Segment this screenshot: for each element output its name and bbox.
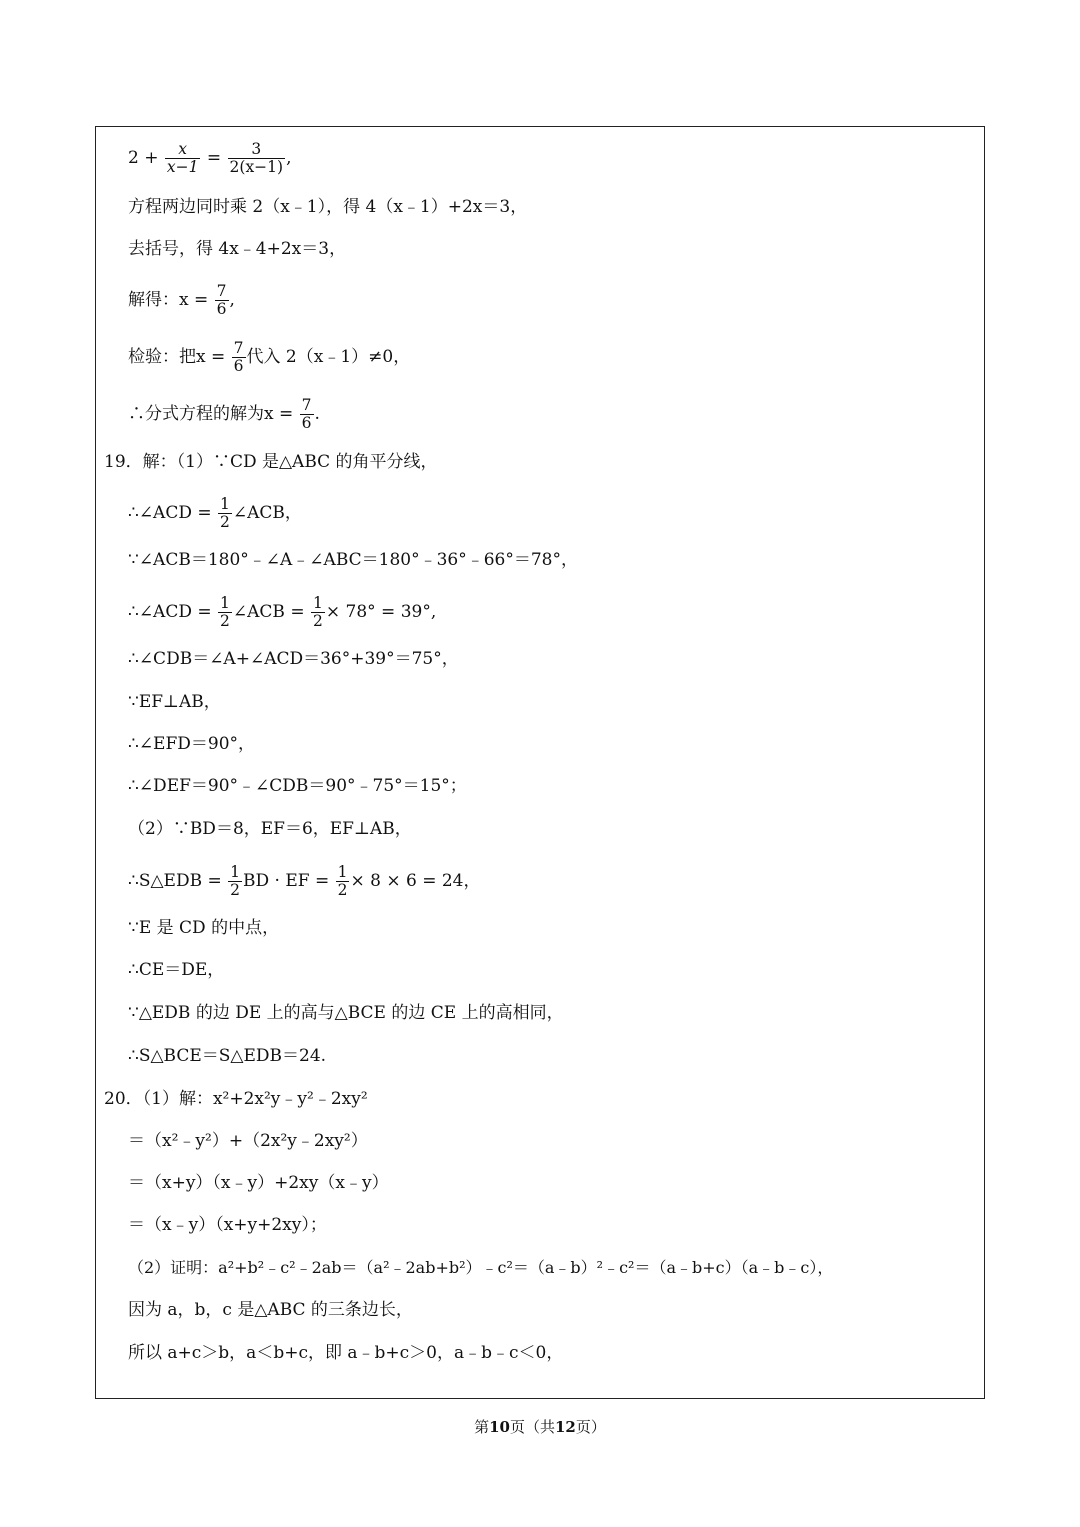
fraction: $\frac{1}{2}$ [312,594,323,630]
line-def: ∴∠DEF＝90°﹣∠CDB＝90°﹣75°＝15°； [128,776,467,796]
fraction: $\frac{7}{6}$ [233,339,244,375]
line-inequalities: 所以 a+c＞b，a＜b+c，即 a﹣b+c＞0，a﹣b﹣c＜0， [128,1343,564,1363]
fraction: $\frac{1}{2}$ [220,495,230,531]
q19-heading: 19．解：（1）∵CD 是△ABC 的角平分线， [104,452,438,472]
line-factor-1: ＝（x²﹣y²）+（2x²y﹣2xy²） [128,1131,368,1151]
fraction: $\frac{7}{6}$ [301,396,312,432]
line-acb-value: ∵∠ACB＝180°﹣∠A﹣∠ABC＝180°﹣36°﹣66°＝78°， [128,550,578,570]
page-footer: 第10页（共12页） [474,1418,606,1436]
fraction: $\frac{1}{2}$ [337,863,348,899]
line-solve: 解得：x = $\frac{7}{6}$ , [128,282,235,318]
line-midpoint: ∵E 是 CD 的中点， [128,918,280,938]
line-efd: ∴∠EFD＝90°， [128,734,256,754]
fraction: $\frac{7}{6}$ [216,282,227,318]
line-expand: 去括号，得 4x﹣4+2x＝3， [128,239,347,259]
line-acd-half: ∴∠ACD = $\frac{1}{2}$ ∠ACB， [128,495,302,531]
line-factor-3: ＝（x﹣y）（x+y+2xy）； [128,1215,327,1235]
q20-heading: 20．（1）解：x²+2x²y﹣y²﹣2xy² [104,1089,368,1109]
line-area-edb: ∴S△EDB = $\frac{1}{2}$ BD · EF = $\frac{1}{2}$ × 8 × 6 = 24， [128,863,481,899]
line-heights: ∵△EDB 的边 DE 上的高与△BCE 的边 CE 上的高相同， [128,1003,564,1023]
line-ce-de: ∴CE＝DE， [128,960,225,980]
line-conclusion: ∴分式方程的解为x = $\frac{7}{6}$ . [128,396,320,432]
line-area-bce: ∴S△BCE＝S△EDB＝24. [128,1046,327,1066]
fraction: $\frac{1}{2}$ [230,863,240,899]
line-part2: （2）∵BD＝8，EF＝6，EF⊥AB， [128,819,412,839]
fraction: $\frac{x}{x-1}$ [166,140,199,176]
line-factor-2: ＝（x+y）（x﹣y）+2xy（x﹣y） [128,1173,389,1193]
line-proof: （2）证明：a²+b²﹣c²﹣2ab＝（a²﹣2ab+b²）﹣c²＝（a﹣b）²﹣c²＝（a﹣b+c）（a﹣b﹣c）， [128,1258,834,1277]
line-check: 检验：把x = $\frac{7}{6}$ 代入 2（x﹣1）≠0， [128,339,411,375]
line-eq-start: 2 + $\frac{x}{x-1}$ = $\frac{3}{2(x-1)}$ , [128,140,292,176]
line-cdb: ∴∠CDB＝∠A+∠ACD＝36°+39°＝75°， [128,649,459,669]
line-ef-perp: ∵EF⊥AB， [128,692,221,712]
line-multiply: 方程两边同时乘 2（x﹣1），得 4（x﹣1）+2x＝3， [128,197,528,217]
fraction: $\frac{1}{2}$ [220,594,230,630]
fraction: $\frac{3}{2(x-1)}$ [229,140,284,176]
line-triangle-sides: 因为 a，b，c 是△ABC 的三条边长， [128,1300,413,1320]
line-acd-value: ∴∠ACD = $\frac{1}{2}$ ∠ACB = $\frac{1}{2}$ × 78° = 39°, [128,594,437,630]
